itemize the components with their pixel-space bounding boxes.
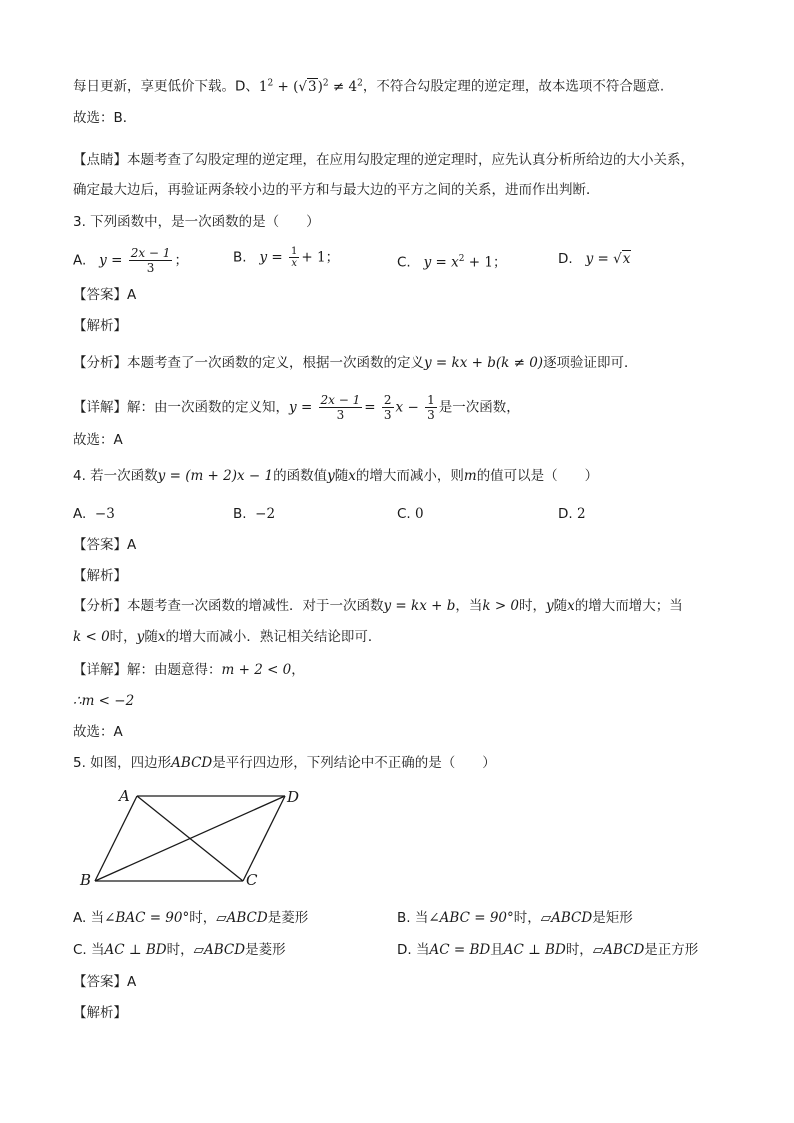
fenxi-x1: x bbox=[567, 598, 575, 614]
answer-value: A bbox=[127, 287, 137, 303]
option-label: A. bbox=[73, 506, 87, 522]
q5-option-a bbox=[73, 908, 308, 928]
option-text-c: 是矩形 bbox=[592, 910, 633, 926]
q4-therefore: ∴m < −2 bbox=[73, 693, 135, 709]
q4-option-b bbox=[233, 504, 275, 524]
option-label: B. bbox=[397, 910, 411, 926]
answer-tag: 【答案】 bbox=[73, 287, 127, 303]
q4-option-c bbox=[397, 504, 424, 524]
option-tail: ； bbox=[174, 252, 188, 269]
text-suffix: ，不符合勾股定理的逆定理，故本选项不符合题意. bbox=[362, 78, 665, 95]
option-text-b: 且 bbox=[490, 942, 504, 958]
q3-option-a: A. y = $\frac{2x - 1}{3}$ ； bbox=[73, 246, 188, 275]
q5-jiexi: 【解析】 bbox=[73, 1005, 127, 1021]
q4-stem-tail: 的值可以是（ ） bbox=[476, 468, 599, 484]
fenxi-math2: k > 0 bbox=[482, 598, 520, 614]
option-label: B. bbox=[233, 506, 247, 522]
option-text-b: 时， bbox=[513, 910, 541, 926]
fenxi-a: 本题考查一次函数的增减性．对于一次函数 bbox=[127, 598, 384, 614]
option-value: 2 bbox=[576, 506, 586, 522]
option-label: C. bbox=[397, 506, 411, 522]
q3-fenxi bbox=[73, 353, 638, 373]
fenxi-g: 随 bbox=[144, 629, 158, 645]
fenxi-c: 时， bbox=[519, 598, 547, 614]
option-label: D. bbox=[397, 942, 412, 958]
q4-xiangjie bbox=[73, 660, 305, 680]
option-label: A. bbox=[73, 252, 87, 269]
option-label: D. bbox=[558, 506, 573, 522]
xiangjie-tail: ， bbox=[291, 662, 305, 678]
fenxi-math3: k < 0 bbox=[73, 629, 110, 645]
edge-ab bbox=[95, 796, 137, 881]
q5-stem-prefix: 5. 如图，四边形 bbox=[73, 755, 172, 771]
xiangjie-text: 解：由一次函数的定义知， bbox=[127, 399, 289, 416]
option-value: −2 bbox=[255, 506, 276, 522]
option-tail: ； bbox=[325, 249, 340, 266]
option-label: D. bbox=[558, 251, 573, 267]
option-label: C. bbox=[397, 254, 411, 271]
q4-answer bbox=[73, 535, 136, 555]
q4-fenxi-line-2 bbox=[73, 627, 381, 647]
option-value: −3 bbox=[94, 506, 115, 522]
text-prefix: 每日更新，享更低价下载。D、 bbox=[73, 78, 259, 95]
q4-stem bbox=[73, 466, 598, 486]
q5-stem-abcd: ABCD bbox=[171, 755, 213, 771]
edge-cd bbox=[243, 796, 285, 881]
q3-xiangjie: 【详解】解：由一次函数的定义知，y = $\frac{2x - 1}{3}$ = $\frac{2}{3}$ x − $\frac{1}{3}$ 是一次函数， bbox=[73, 393, 520, 422]
q4-jiexi: 【解析】 bbox=[73, 568, 127, 584]
option-text-c: 时， bbox=[565, 942, 593, 958]
fenxi-y2: y bbox=[136, 629, 145, 645]
q3-option-b: B. y = $\frac{1}{x}$ + 1； bbox=[233, 246, 340, 269]
option-text-b: 时， bbox=[166, 942, 194, 958]
q4-stem-math: y = (m + 2)x − 1 bbox=[157, 468, 274, 484]
fenxi-math: y = kx + b(k ≠ 0) bbox=[424, 355, 544, 371]
option-math2: AC ⊥ BD bbox=[503, 942, 566, 958]
q4-stem-mid1: 的函数值 bbox=[273, 468, 328, 484]
option-label: A. bbox=[73, 910, 87, 926]
fenxi-math1: y = kx + b bbox=[383, 598, 456, 614]
option-value: 0 bbox=[415, 506, 424, 522]
option-shape: ▱ABCD bbox=[216, 910, 268, 926]
q4-option-d bbox=[558, 504, 586, 524]
option-text-a: 当 bbox=[414, 910, 429, 926]
xiangjie-text: 解：由题意得： bbox=[127, 662, 222, 678]
dianjing-text-1: 本题考查了勾股定理的逆定理，在应用勾股定理的逆定理时，应先认真分析所给边的大小关系， bbox=[127, 152, 694, 168]
option-text-a: 当 bbox=[415, 942, 430, 958]
xiangjie-math: m + 2 < 0 bbox=[221, 662, 292, 678]
q4-fenxi-line-1 bbox=[73, 596, 683, 616]
option-math: AC = BD bbox=[429, 942, 491, 958]
fenxi-f: 时， bbox=[109, 629, 137, 645]
option-math: AC ⊥ BD bbox=[104, 942, 167, 958]
q4-var-m: m bbox=[463, 468, 477, 484]
fenxi-e: 的增大而增大；当 bbox=[574, 598, 683, 614]
diagonal-bd bbox=[95, 796, 285, 881]
xiangjie-tag: 【详解】 bbox=[73, 399, 127, 416]
q3-answer bbox=[73, 285, 136, 305]
math-pythagoras-check: $1^2 + (√3)^2 \ne 4^2$ bbox=[258, 78, 363, 95]
dianjing-line-1 bbox=[73, 150, 694, 170]
q5-answer bbox=[73, 972, 136, 992]
option-label: C. bbox=[73, 942, 87, 958]
q4-stem-prefix: 4. 若一次函数 bbox=[73, 468, 158, 484]
option-shape: ▱ABCD bbox=[193, 942, 246, 958]
fenxi-x2: x bbox=[157, 629, 166, 645]
q3-stem: 3. 下列函数中，是一次函数的是（ ） bbox=[73, 214, 320, 230]
q5-stem-tail: 是平行四边形，下列结论中不正确的是（ ） bbox=[212, 755, 496, 771]
xiangjie-tag: 【详解】 bbox=[73, 662, 127, 678]
option-math: ∠ABC = 90° bbox=[428, 910, 514, 926]
answer-tag: 【答案】 bbox=[73, 537, 127, 553]
fenxi-tag: 【分析】 bbox=[73, 598, 127, 614]
fenxi-b: ，当 bbox=[455, 598, 483, 614]
fenxi-h: 的增大而减小．熟记相关结论即可． bbox=[165, 629, 382, 645]
answer-tag: 【答案】 bbox=[73, 974, 127, 990]
option-text-d: 是正方形 bbox=[644, 942, 699, 958]
line-option-d-explanation bbox=[73, 73, 664, 97]
q3-choose: 故选：A bbox=[73, 432, 123, 448]
q5-stem bbox=[73, 753, 496, 773]
choose-b: 故选：B． bbox=[73, 110, 137, 126]
q5-option-b bbox=[397, 908, 633, 928]
option-text-c: 是菱形 bbox=[245, 942, 286, 958]
vertex-label-a: A bbox=[119, 787, 130, 805]
dianjing-tag: 【点睛】 bbox=[73, 152, 127, 168]
fenxi-tag: 【分析】 bbox=[73, 355, 127, 371]
answer-value: A bbox=[127, 974, 137, 990]
parallelogram-figure bbox=[75, 785, 315, 895]
fenxi-tail: 逐项验证即可． bbox=[543, 355, 638, 371]
q3-jiexi: 【解析】 bbox=[73, 318, 127, 334]
dianjing-line-2: 确定最大边后，再验证两条较小边的平方和与最大边的平方之间的关系，进而作出判断． bbox=[73, 182, 600, 198]
option-shape: ▱ABCD bbox=[540, 910, 593, 926]
q5-option-c bbox=[73, 940, 286, 960]
q3-option-d: D. y = √x bbox=[558, 251, 631, 267]
option-text-c: 是菱形 bbox=[267, 910, 309, 926]
fenxi-d: 随 bbox=[553, 598, 568, 614]
q4-var-y: y bbox=[327, 468, 335, 484]
vertex-label-c: C bbox=[246, 871, 258, 889]
q4-stem-mid3: 的增大而减小，则 bbox=[355, 468, 464, 484]
answer-value: A bbox=[127, 537, 137, 553]
q4-choose: 故选：A bbox=[73, 724, 123, 740]
xiangjie-tail: 是一次函数， bbox=[438, 399, 520, 416]
option-tail: ； bbox=[493, 254, 507, 271]
option-math: ∠BAC = 90° bbox=[104, 910, 190, 926]
fenxi-y1: y bbox=[546, 598, 554, 614]
q4-stem-mid2: 随 bbox=[334, 468, 349, 484]
option-text-b: 时， bbox=[189, 910, 217, 926]
vertex-label-b: B bbox=[80, 871, 92, 889]
q5-option-d bbox=[397, 940, 698, 960]
option-text-a: 当 bbox=[91, 942, 105, 958]
vertex-label-d: D bbox=[287, 788, 300, 806]
option-label: B. bbox=[233, 249, 247, 266]
q4-var-x: x bbox=[348, 468, 356, 484]
option-text-a: 当 bbox=[90, 910, 105, 926]
q4-option-a bbox=[73, 504, 115, 524]
option-shape: ▱ABCD bbox=[592, 942, 645, 958]
q3-option-c: C. $y = x^2 + 1$； bbox=[397, 254, 507, 271]
fenxi-text: 本题考查了一次函数的定义，根据一次函数的定义 bbox=[127, 355, 424, 371]
